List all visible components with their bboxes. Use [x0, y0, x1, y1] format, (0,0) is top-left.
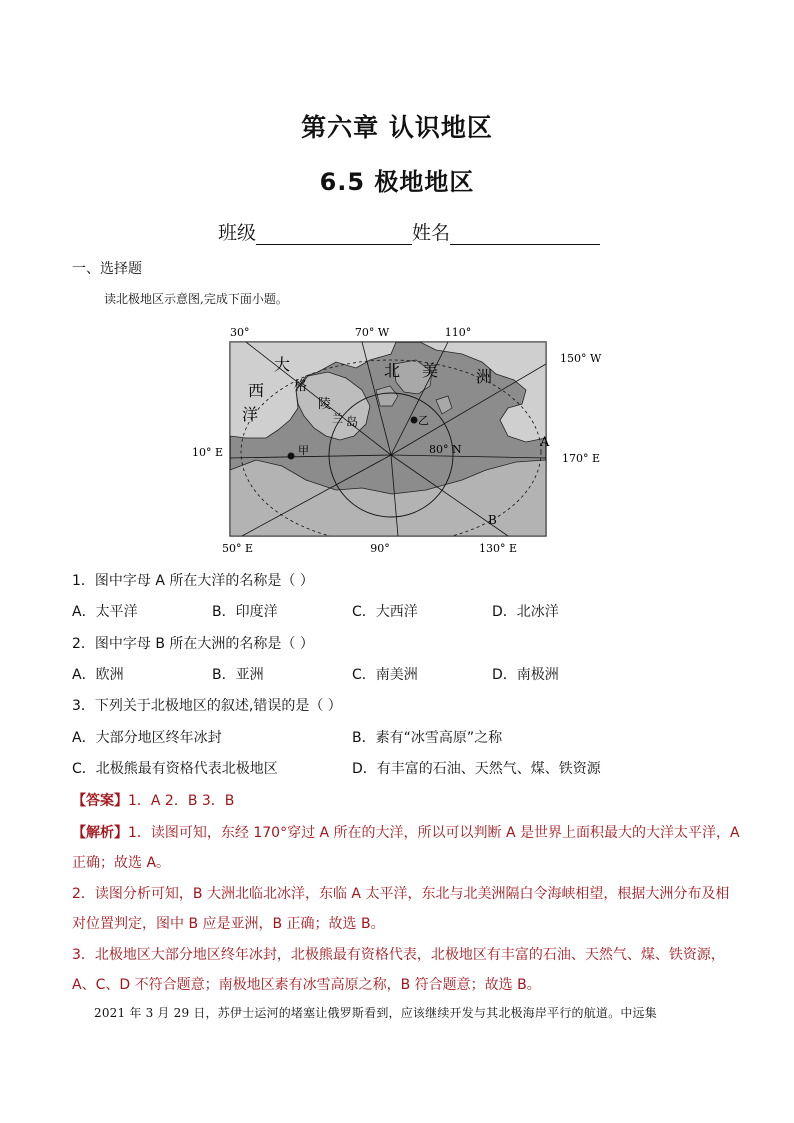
class-name-line	[218, 218, 600, 245]
option[interactable]: B．素有“冰雪高原”之称	[352, 730, 503, 746]
place-label: 甲	[298, 444, 309, 457]
next-question-intro: 2021 年 3 月 29 日，苏伊士运河的堵塞让俄罗斯看到，应该继续开发与其北极海岸平行的航道。中远集	[94, 1006, 657, 1020]
place-label: 陵	[318, 397, 332, 412]
question-2: 2．图中字母 B 所在大洲的名称是（ ）	[72, 636, 314, 652]
option[interactable]: C．南美洲	[352, 667, 418, 683]
lon-label: 90°	[370, 542, 390, 555]
lon-label: 130° E	[478, 542, 518, 555]
lon-label: 150° W	[560, 352, 602, 365]
answer-text: 1．A 2．B 3．B	[128, 793, 235, 809]
option[interactable]: C．大西洋	[352, 604, 418, 620]
analysis-text: A、C、D 不符合题意；南极地区素有冰雪高原之称，B 符合题意；故选 B。	[72, 977, 541, 993]
option[interactable]: A．大部分地区终年冰封	[72, 730, 222, 746]
option[interactable]: A．欧洲	[72, 667, 124, 683]
lat-label: 80° N	[429, 443, 462, 456]
analysis-text: 3．北极地区大部分地区终年冰封，北极熊最有资格代表，北极地区有丰富的石油、天然气、煤、铁资源，	[72, 947, 725, 963]
option[interactable]: C．北极熊最有资格代表北极地区	[72, 761, 278, 777]
lon-label: 30°	[230, 326, 250, 339]
place-label: 乙	[418, 414, 429, 427]
option[interactable]: B．印度洋	[212, 604, 278, 620]
answer-tag: 【答案】	[72, 793, 128, 809]
option[interactable]: D．北冰洋	[492, 604, 559, 620]
analysis-tag: 【解析】	[72, 825, 128, 841]
section-intro: 读北极地区示意图,完成下面小题。	[104, 292, 288, 306]
lon-label: 170° E	[562, 452, 601, 465]
class-blank[interactable]	[256, 222, 412, 245]
place-label: 洲	[476, 367, 493, 386]
lon-label: 10° E	[192, 446, 224, 459]
place-label: 格	[294, 379, 308, 394]
point-yi	[411, 417, 418, 424]
name-blank[interactable]	[450, 222, 600, 245]
place-label: 西	[248, 381, 265, 400]
point-jia	[288, 453, 295, 460]
analysis-line	[72, 822, 740, 842]
analysis-text: 正确；故选 A。	[72, 855, 171, 871]
place-label: 兰	[332, 412, 343, 425]
place-label: 大	[274, 355, 291, 374]
chapter-title: 第六章 认识地区	[301, 113, 493, 142]
option[interactable]: D．有丰富的石油、天然气、煤、铁资源	[352, 761, 601, 777]
arctic-map	[186, 320, 616, 560]
place-label: B	[488, 513, 497, 527]
analysis-text: 2．读图分析可知，B 大洲北临北冰洋，东临 A 太平洋，东北与北美洲隔白令海峡相望，根据大洲分布及相	[72, 886, 730, 902]
place-label: 美	[422, 361, 439, 380]
place-label: 洋	[242, 405, 259, 424]
question-1: 1．图中字母 A 所在大洋的名称是（ ）	[72, 573, 314, 589]
analysis-text: 1．读图可知，东经 170°穿过 A 所在的大洋，所以可以判断 A 是世界上面积最大的大洋太平洋，A	[128, 825, 740, 841]
place-label: 岛	[346, 415, 359, 429]
lesson-title: 6.5 极地地区	[319, 168, 475, 196]
answer-line	[72, 790, 234, 810]
question-3: 3．下列关于北极地区的叙述,错误的是（ ）	[72, 698, 342, 714]
name-label: 姓名	[412, 222, 451, 244]
class-label: 班级	[218, 222, 257, 244]
place-label: A	[540, 435, 550, 450]
analysis-text: 对位置判定，图中 B 应是亚洲，B 正确；故选 B。	[72, 916, 385, 932]
section-title: 一、选择题	[72, 261, 142, 277]
place-label: 北	[384, 361, 401, 380]
option[interactable]: A．太平洋	[72, 604, 138, 620]
lon-label: 70° W	[354, 326, 390, 339]
lon-label: 50° E	[222, 542, 254, 555]
option[interactable]: D．南极洲	[492, 667, 559, 683]
option[interactable]: B．亚洲	[212, 667, 264, 683]
lon-label: 110°	[444, 326, 472, 339]
